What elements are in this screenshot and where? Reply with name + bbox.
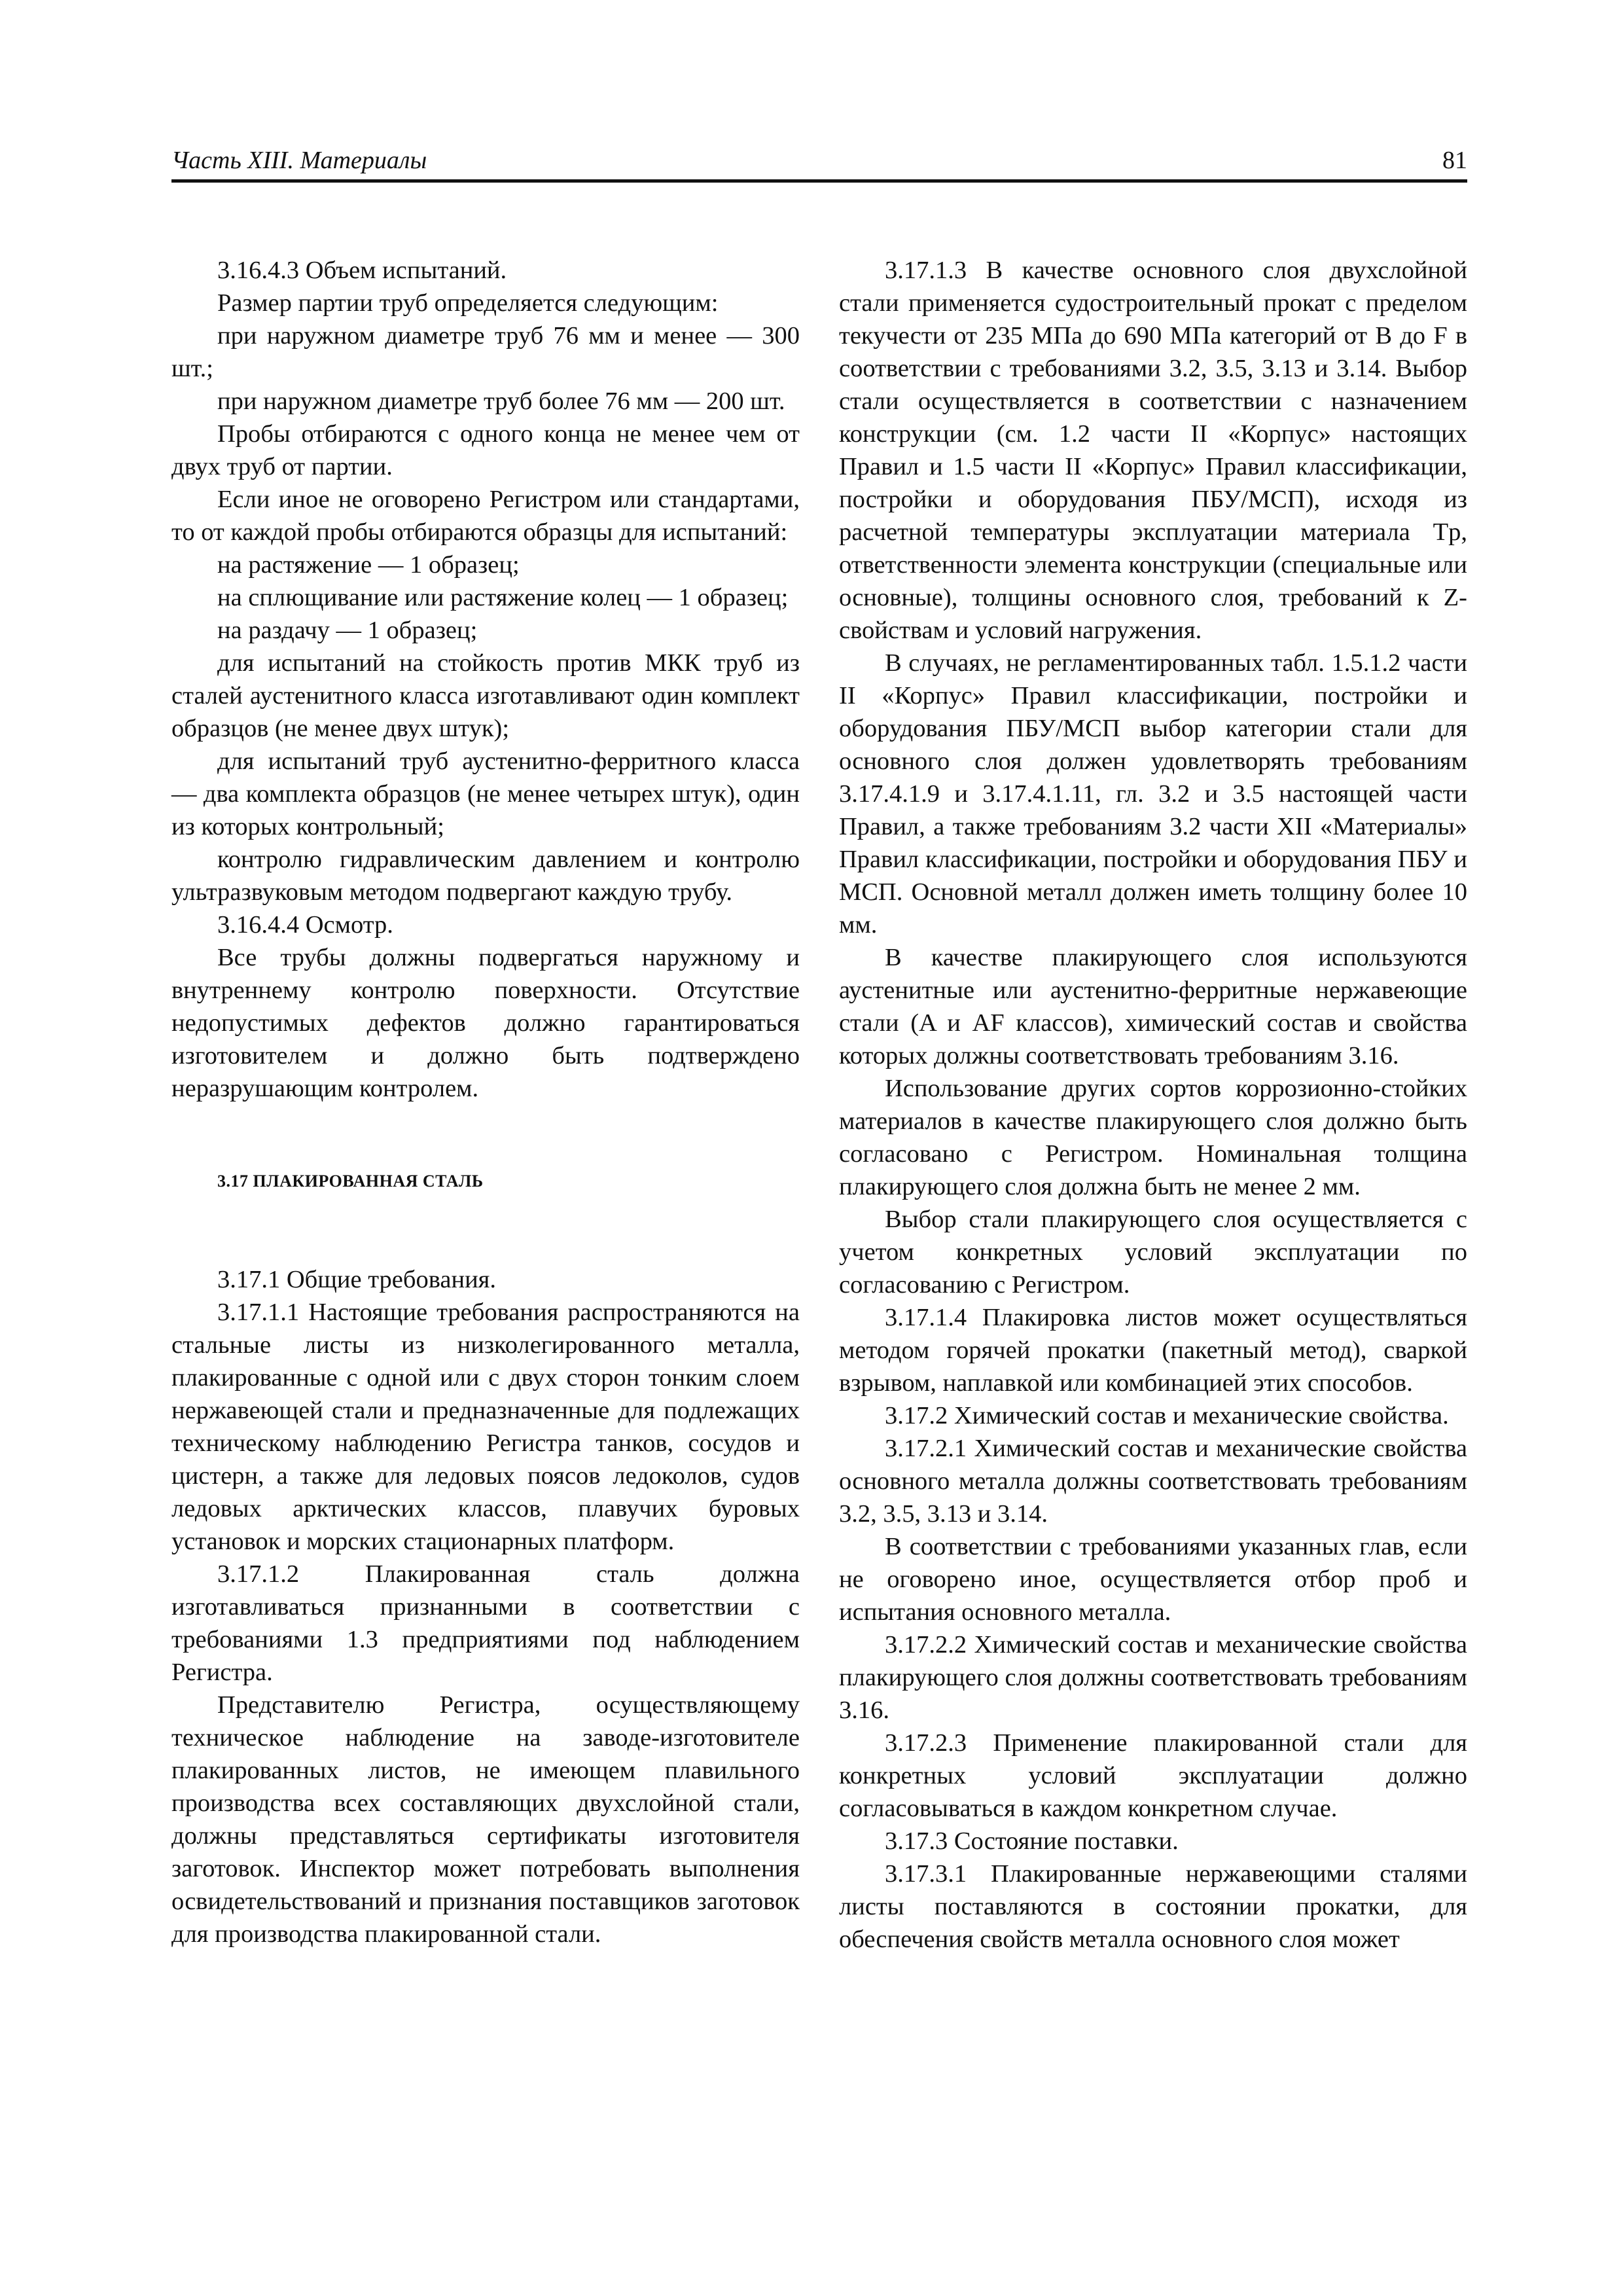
paragraph: для испытаний на стойкость против МКК труб из сталей аустенитного класса изготавливают один комплект образцов (не менее двух штук);: [171, 649, 800, 742]
section-heading: 3.17 ПЛАКИРОВАННАЯ СТАЛЬ: [217, 1172, 484, 1191]
paragraph: Все трубы должны подвергаться наружному и внутреннему контролю поверхности. Отсутствие недопустимых дефектов должно гарантироваться изготовителем и должно быть подтверждено неразрушающим контролем.: [171, 944, 800, 1102]
paragraph: контролю гидравлическим давлением и контролю ультразвуковым методом подвергают каждую трубу.: [171, 846, 800, 906]
left-column: [171, 254, 800, 1950]
paragraph: на сплющивание или растяжение колец — 1 образец;: [217, 584, 789, 611]
paragraph: 3.17.3 Состояние поставки.: [885, 1827, 1179, 1855]
paragraph: В соответствии с требованиями указанных глав, если не оговорено иное, осуществляется отбор проб и испытания основного металла.: [839, 1533, 1467, 1626]
paragraph: при наружном диаметре труб более 76 мм — 200 шт.: [217, 387, 785, 415]
running-header-title: Часть XIII. Материалы: [171, 147, 427, 174]
paragraph: Размер партии труб определяется следующим:: [217, 289, 719, 317]
header-rule: [171, 179, 1467, 183]
paragraph: 3.16.4.3 Объем испытаний.: [217, 257, 507, 284]
paragraph: Пробы отбираются с одного конца не менее чем от двух труб от партии.: [171, 420, 800, 480]
paragraph: 3.17.2.2 Химический состав и механические свойства плакирующего слоя должны соответствовать требованиям 3.16.: [839, 1631, 1467, 1724]
paragraph: Если иное не оговорено Регистром или стандартами, то от каждой пробы отбираются образцы для испытаний:: [171, 486, 800, 546]
paragraph: 3.17.1.1 Настоящие требования распространяются на стальные листы из низколегированного металла, плакированные с одной или с двух сторон тонким слоем нержавеющей стали и предназначенные для подлежащих техническому наблюдению Регистра танков, сосудов и цистерн, а также для ледовых поясов ледоколов, судов ледовых арктических классов, плавучих буровых установок и морских стационарных платформ.: [171, 1299, 800, 1555]
paragraph: 3.17.1.2 Плакированная сталь должна изготавливаться признанными в соответствии с требованиями 1.3 предприятиями под наблюдением Регистра.: [171, 1560, 800, 1686]
paragraph: 3.17.1 Общие требования.: [217, 1266, 497, 1293]
running-header: [171, 144, 1467, 177]
paragraph: 3.17.3.1 Плакированные нержавеющими сталями листы поставляются в состоянии прокатки, для обеспечения свойств металла основного слоя может: [839, 1860, 1467, 1953]
paragraph: 3.16.4.4 Осмотр.: [217, 911, 393, 939]
paragraph: Представителю Регистра, осуществляющему техническое наблюдение на заводе-изготовителе плакированных листов, не имеющем плавильного производства всех составляющих двухслойной стали, должны представляться сертификаты изготовителя заготовок. Инспектор может потребовать выполнения освидетельствований и признания поставщиков заготовок для производства плакированной стали.: [171, 1691, 800, 1948]
section-spacer: [171, 1198, 800, 1263]
paragraph: для испытаний труб аустенитно-ферритного класса — два комплекта образцов (не менее четырех штук), один из которых контрольный;: [171, 747, 800, 840]
paragraph: на растяжение — 1 образец;: [217, 551, 520, 579]
right-column: [839, 254, 1467, 1956]
paragraph: 3.17.1.3 В качестве основного слоя двухслойной стали применяется судостроительный прокат с пределом текучести от 235 МПа до 690 МПа категорий от B до F в соответствии с требованиями 3.2, 3.5, 3.13 и 3.14. Выбор стали осуществляется в соответствии с назначением конструкции (см. 1.2 части II «Корпус» настоящих Правил и 1.5 части II «Корпус» Правил классификации, постройки и оборудования ПБУ/МСП), исходя из расчетной температуры эксплуатации материала Tр, ответственности элемента конструкции (специальные или основные), толщины основного слоя, требований к Z-свойствам и условий нагружения.: [839, 257, 1467, 644]
paragraph: 3.17.1.4 Плакировка листов может осуществляться методом горячей прокатки (пакетный метод), сваркой взрывом, наплавкой или комбинацией этих способов.: [839, 1304, 1467, 1397]
paragraph: 3.17.2.1 Химический состав и механические свойства основного металла должны соответствовать требованиям 3.2, 3.5, 3.13 и 3.14.: [839, 1435, 1467, 1528]
page-number: 81: [1442, 147, 1467, 174]
paragraph: В качестве плакирующего слоя используются аустенитные или аустенитно-ферритные нержавеющие стали (A и AF классов), химический состав и свойства которых должны соответствовать требованиям 3.16.: [839, 944, 1467, 1069]
paragraph: Выбор стали плакирующего слоя осуществляется с учетом конкретных условий эксплуатации по согласованию с Регистром.: [839, 1206, 1467, 1299]
paragraph: В случаях, не регламентированных табл. 1.5.1.2 части II «Корпус» Правил классификации, постройки и оборудования ПБУ/МСП выбор категории стали для основного слоя должен удовлетворять требованиям 3.17.4.1.9 и 3.17.4.1.11, гл. 3.2 и 3.5 настоящей части Правил, а также требованиям 3.2 части XII «Материалы» Правил классификации, постройки и оборудования ПБУ и МСП. Основной металл должен иметь толщину более 10 мм.: [839, 649, 1467, 939]
paragraph: Использование других сортов коррозионно-стойких материалов в качестве плакирующего слоя должно быть согласовано с Регистром. Номинальная толщина плакирующего слоя должна быть не менее 2 мм.: [839, 1075, 1467, 1200]
paragraph: 3.17.2.3 Применение плакированной стали для конкретных условий эксплуатации должно согласовываться в каждом конкретном случае.: [839, 1729, 1467, 1822]
paragraph: при наружном диаметре труб 76 мм и менее — 300 шт.;: [171, 322, 800, 382]
paragraph: на раздачу — 1 образец;: [217, 617, 478, 644]
section-spacer: [171, 1105, 800, 1165]
paragraph: 3.17.2 Химический состав и механические свойства.: [885, 1402, 1449, 1429]
